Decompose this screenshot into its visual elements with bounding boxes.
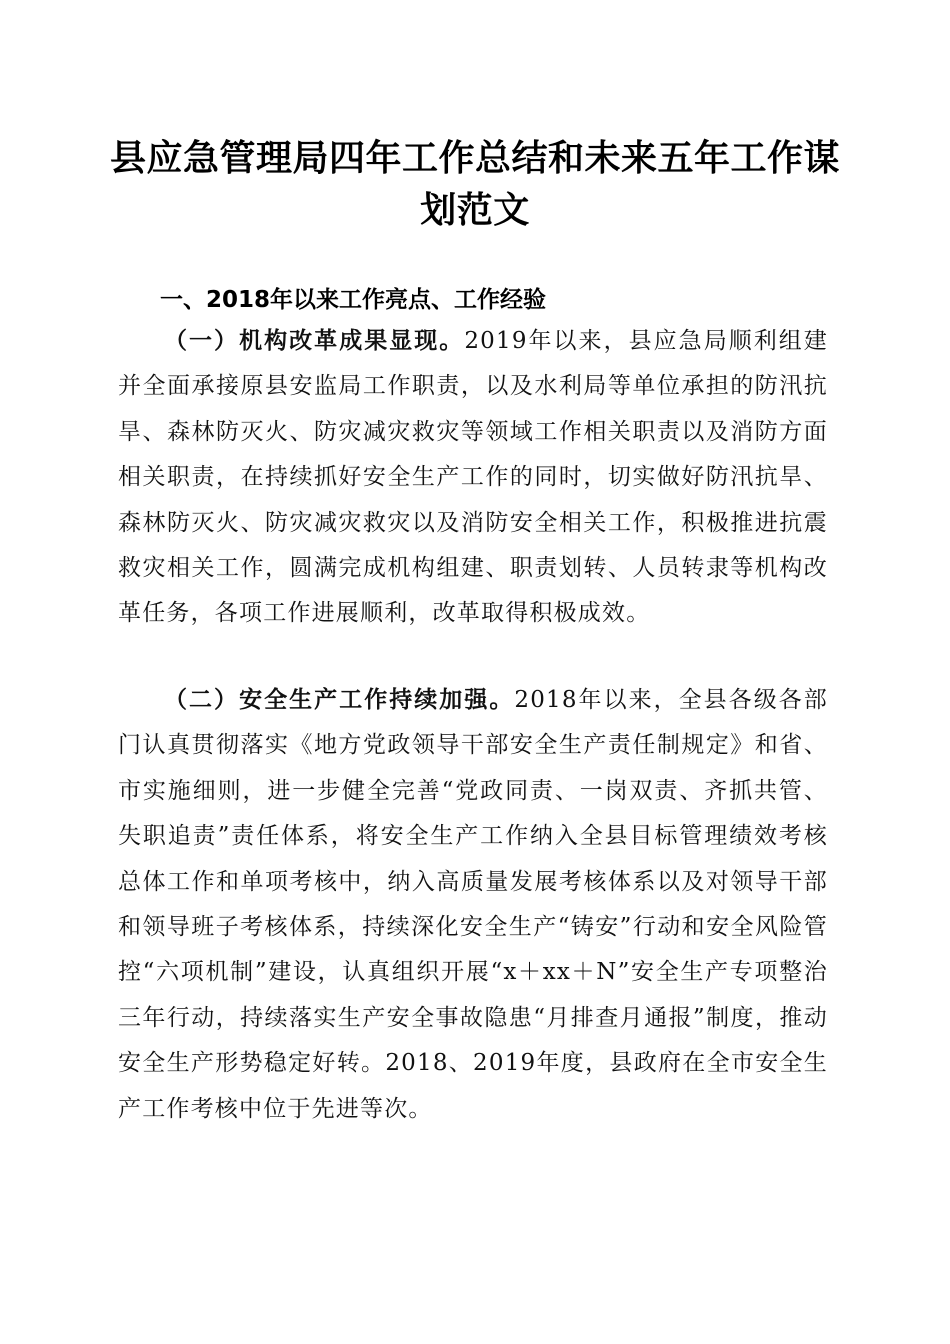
document-title: 县应急管理局四年工作总结和未来五年工作谋划范文	[110, 137, 841, 231]
paragraph-lead: （二）安全生产工作持续加强。	[164, 686, 515, 713]
section-heading: 一、2018年以来工作亮点、工作经验	[160, 287, 547, 313]
paragraph-institutional-reform	[118, 318, 828, 637]
paragraph-safety-production	[118, 677, 828, 1132]
paragraph-lead: （一）机构改革成果显现。	[164, 327, 465, 354]
paragraph-body: 2019年以来，县应急局顺利组建并全面承接原县安监局工作职责，以及水利局等单位承担的防汛抗旱、森林防灭火、防灾减灾救灾等领域工作相关职责以及消防方面相关职责，在持续抓好安全生产工作的同时，切实做好防汛抗旱、森林防灭火、防灾减灾救灾以及消防安全相关工作，积极推进抗震救灾相关工作，圆满完成机构组建、职责划转、人员转隶等机构改革任务，各项工作进展顺利，改革取得积极成效。	[118, 328, 829, 627]
paragraph-body: 2018年以来，全县各级各部门认真贯彻落实《地方党政领导干部安全生产责任制规定》和省、市实施细则，进一步健全完善“党政同责、一岗双责、齐抓共管、失职追责”责任体系，将安全生产工作纳入全县目标管理绩效考核总体工作和单项考核中，纳入高质量发展考核体系以及对领导干部和领导班子考核体系，持续深化安全生产“铸安”行动和安全风险管控“六项机制”建设，认真组织开展“x＋xx＋N”安全生产专项整治三年行动，持续落实生产安全事故隐患“月排查月通报”制度，推动安全生产形势稳定好转。2018、2019年度，县政府在全市安全生产工作考核中位于先进等次。	[118, 687, 828, 1122]
